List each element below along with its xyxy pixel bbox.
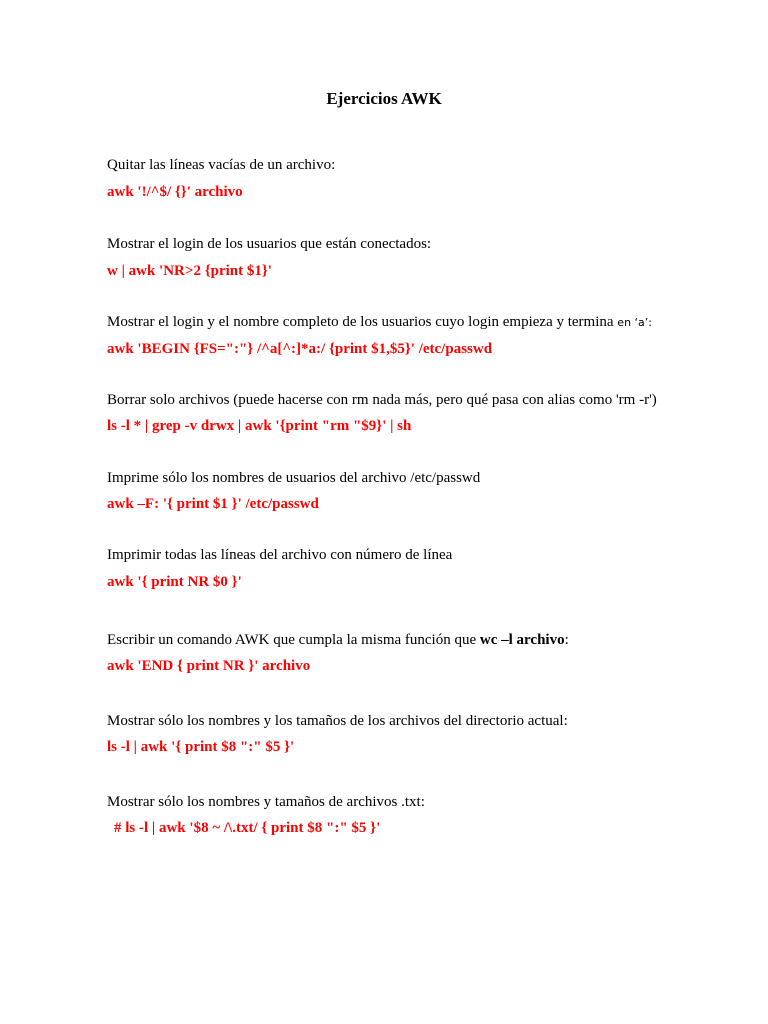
exercise-9-command: # ls -l | awk '$8 ~ /\.txt/ { print $8 ":" $5 }' — [114, 820, 381, 836]
exercise-3-description-main: Mostrar el login y el nombre completo de los usuarios cuyo login empieza y termina — [107, 314, 618, 330]
exercise-7-description-end: : — [564, 632, 569, 648]
exercise-9-description: Mostrar sólo los nombres y tamaños de archivos .txt: — [107, 794, 425, 810]
exercise-5-command: awk –F: '{ print $1 }' /etc/passwd — [107, 496, 319, 512]
exercise-7-description-bold: wc –l archivo — [479, 632, 565, 648]
exercise-3-description — [107, 312, 652, 333]
exercise-7-description — [107, 630, 569, 650]
exercise-5-description: Imprime sólo los nombres de usuarios del archivo /etc/passwd — [107, 470, 481, 486]
exercise-8-description: Mostrar sólo los nombres y los tamaños de los archivos del directorio actual: — [107, 713, 568, 729]
exercise-3-description-small: en ‘a’: — [617, 316, 652, 329]
exercise-4-command: ls -l * | grep -v drwx | awk '{print "rm "$9}' | sh — [107, 418, 412, 434]
exercise-7-command: awk 'END { print NR }' archivo — [107, 658, 311, 674]
exercise-7-description-main: Escribir un comando AWK que cumpla la misma función que — [107, 632, 480, 648]
exercise-8-command: ls -l | awk '{ print $8 ":" $5 }' — [107, 739, 295, 755]
exercise-2-description: Mostrar el login de los usuarios que están conectados: — [107, 236, 432, 252]
exercise-6-description: Imprimir todas las líneas del archivo con número de línea — [107, 547, 453, 563]
exercise-2-command: w | awk 'NR>2 {print $1}' — [107, 263, 272, 279]
exercise-6-command: awk '{ print NR $0 }' — [107, 574, 242, 590]
exercise-1-description: Quitar las líneas vacías de un archivo: — [107, 157, 336, 173]
exercise-4-description: Borrar solo archivos (puede hacerse con rm nada más, pero qué pasa con alias como 'rm -r') — [107, 392, 657, 408]
exercise-1-command: awk '!/^$/ {}' archivo — [107, 184, 243, 200]
exercise-3-command: awk 'BEGIN {FS=":"} /^a[^:]*a:/ {print $1,$5}' /etc/passwd — [107, 341, 493, 357]
page-title: Ejercicios AWK — [326, 89, 442, 108]
